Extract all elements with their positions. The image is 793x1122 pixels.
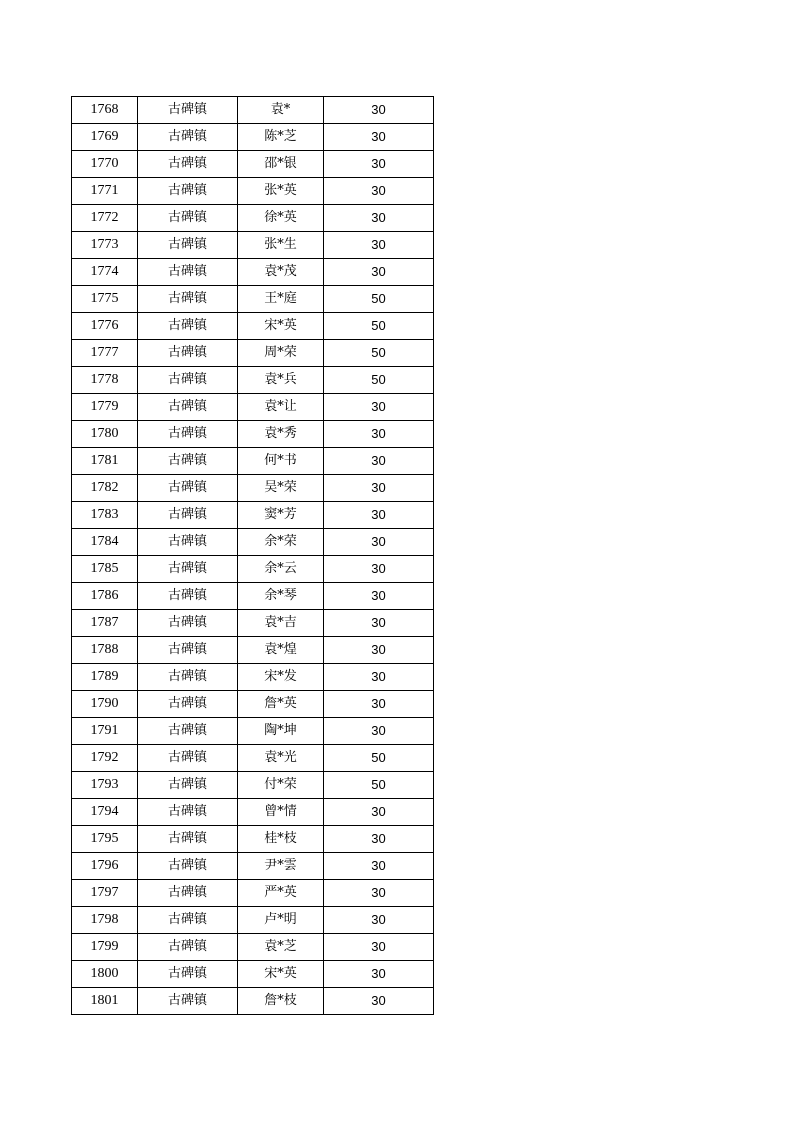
row-number-cell: 1792 (72, 745, 138, 772)
amount-cell: 30 (324, 637, 434, 664)
name-cell: 徐*英 (238, 205, 324, 232)
name-cell: 邵*银 (238, 151, 324, 178)
amount-cell: 30 (324, 880, 434, 907)
town-cell: 古碑镇 (138, 907, 238, 934)
name-cell: 陈*芝 (238, 124, 324, 151)
town-cell: 古碑镇 (138, 286, 238, 313)
amount-cell: 30 (324, 556, 434, 583)
town-cell: 古碑镇 (138, 205, 238, 232)
amount-cell: 30 (324, 394, 434, 421)
table-row (72, 151, 434, 178)
data-table (71, 96, 434, 1015)
amount-cell: 30 (324, 799, 434, 826)
table-row (72, 340, 434, 367)
town-cell: 古碑镇 (138, 502, 238, 529)
name-cell: 詹*枝 (238, 988, 324, 1015)
town-cell: 古碑镇 (138, 124, 238, 151)
town-cell: 古碑镇 (138, 178, 238, 205)
town-cell: 古碑镇 (138, 718, 238, 745)
town-cell: 古碑镇 (138, 745, 238, 772)
town-cell: 古碑镇 (138, 799, 238, 826)
amount-cell: 30 (324, 610, 434, 637)
amount-cell: 50 (324, 745, 434, 772)
amount-cell: 30 (324, 529, 434, 556)
name-cell: 余*荣 (238, 529, 324, 556)
table-row (72, 286, 434, 313)
table-row (72, 232, 434, 259)
town-cell: 古碑镇 (138, 556, 238, 583)
town-cell: 古碑镇 (138, 97, 238, 124)
town-cell: 古碑镇 (138, 664, 238, 691)
row-number-cell: 1782 (72, 475, 138, 502)
amount-cell: 30 (324, 178, 434, 205)
amount-cell: 30 (324, 448, 434, 475)
table-row (72, 259, 434, 286)
table-row (72, 907, 434, 934)
table-row (72, 475, 434, 502)
name-cell: 周*荣 (238, 340, 324, 367)
table-row (72, 529, 434, 556)
row-number-cell: 1778 (72, 367, 138, 394)
name-cell: 袁*茂 (238, 259, 324, 286)
name-cell: 吴*荣 (238, 475, 324, 502)
name-cell: 宋*英 (238, 313, 324, 340)
name-cell: 袁*光 (238, 745, 324, 772)
name-cell: 袁*让 (238, 394, 324, 421)
table-row (72, 367, 434, 394)
town-cell: 古碑镇 (138, 637, 238, 664)
table-row (72, 799, 434, 826)
name-cell: 陶*坤 (238, 718, 324, 745)
town-cell: 古碑镇 (138, 853, 238, 880)
row-number-cell: 1796 (72, 853, 138, 880)
name-cell: 詹*英 (238, 691, 324, 718)
amount-cell: 30 (324, 232, 434, 259)
name-cell: 严*英 (238, 880, 324, 907)
town-cell: 古碑镇 (138, 475, 238, 502)
table-row (72, 610, 434, 637)
table-row (72, 97, 434, 124)
table-row (72, 880, 434, 907)
name-cell: 何*书 (238, 448, 324, 475)
row-number-cell: 1774 (72, 259, 138, 286)
name-cell: 卢*明 (238, 907, 324, 934)
name-cell: 王*庭 (238, 286, 324, 313)
table-row (72, 961, 434, 988)
name-cell: 宋*英 (238, 961, 324, 988)
town-cell: 古碑镇 (138, 421, 238, 448)
town-cell: 古碑镇 (138, 151, 238, 178)
amount-cell: 30 (324, 124, 434, 151)
row-number-cell: 1790 (72, 691, 138, 718)
row-number-cell: 1785 (72, 556, 138, 583)
table-row (72, 745, 434, 772)
town-cell: 古碑镇 (138, 529, 238, 556)
row-number-cell: 1779 (72, 394, 138, 421)
amount-cell: 30 (324, 907, 434, 934)
amount-cell: 30 (324, 718, 434, 745)
table-row (72, 637, 434, 664)
town-cell: 古碑镇 (138, 367, 238, 394)
town-cell: 古碑镇 (138, 232, 238, 259)
row-number-cell: 1793 (72, 772, 138, 799)
table-row (72, 205, 434, 232)
amount-cell: 30 (324, 988, 434, 1015)
table-row (72, 691, 434, 718)
name-cell: 张*英 (238, 178, 324, 205)
amount-cell: 30 (324, 853, 434, 880)
town-cell: 古碑镇 (138, 313, 238, 340)
table-row (72, 988, 434, 1015)
row-number-cell: 1768 (72, 97, 138, 124)
town-cell: 古碑镇 (138, 772, 238, 799)
name-cell: 袁*吉 (238, 610, 324, 637)
row-number-cell: 1777 (72, 340, 138, 367)
amount-cell: 30 (324, 934, 434, 961)
amount-cell: 50 (324, 313, 434, 340)
table-row (72, 772, 434, 799)
table-row (72, 313, 434, 340)
amount-cell: 50 (324, 286, 434, 313)
town-cell: 古碑镇 (138, 988, 238, 1015)
row-number-cell: 1794 (72, 799, 138, 826)
row-number-cell: 1784 (72, 529, 138, 556)
amount-cell: 30 (324, 826, 434, 853)
amount-cell: 50 (324, 367, 434, 394)
town-cell: 古碑镇 (138, 583, 238, 610)
town-cell: 古碑镇 (138, 826, 238, 853)
row-number-cell: 1801 (72, 988, 138, 1015)
town-cell: 古碑镇 (138, 961, 238, 988)
row-number-cell: 1800 (72, 961, 138, 988)
name-cell: 宋*发 (238, 664, 324, 691)
amount-cell: 30 (324, 151, 434, 178)
name-cell: 窦*芳 (238, 502, 324, 529)
row-number-cell: 1781 (72, 448, 138, 475)
amount-cell: 30 (324, 475, 434, 502)
name-cell: 袁*芝 (238, 934, 324, 961)
table-row (72, 178, 434, 205)
name-cell: 付*荣 (238, 772, 324, 799)
row-number-cell: 1795 (72, 826, 138, 853)
row-number-cell: 1770 (72, 151, 138, 178)
amount-cell: 30 (324, 664, 434, 691)
name-cell: 余*琴 (238, 583, 324, 610)
row-number-cell: 1783 (72, 502, 138, 529)
table-row (72, 583, 434, 610)
row-number-cell: 1788 (72, 637, 138, 664)
amount-cell: 30 (324, 691, 434, 718)
name-cell: 曾*情 (238, 799, 324, 826)
town-cell: 古碑镇 (138, 448, 238, 475)
table-row (72, 556, 434, 583)
table-row (72, 934, 434, 961)
row-number-cell: 1775 (72, 286, 138, 313)
row-number-cell: 1787 (72, 610, 138, 637)
row-number-cell: 1771 (72, 178, 138, 205)
name-cell: 袁*兵 (238, 367, 324, 394)
amount-cell: 30 (324, 259, 434, 286)
table-row (72, 853, 434, 880)
amount-cell: 30 (324, 97, 434, 124)
town-cell: 古碑镇 (138, 934, 238, 961)
row-number-cell: 1786 (72, 583, 138, 610)
town-cell: 古碑镇 (138, 394, 238, 421)
row-number-cell: 1780 (72, 421, 138, 448)
row-number-cell: 1769 (72, 124, 138, 151)
row-number-cell: 1799 (72, 934, 138, 961)
town-cell: 古碑镇 (138, 880, 238, 907)
name-cell: 余*云 (238, 556, 324, 583)
row-number-cell: 1772 (72, 205, 138, 232)
table-body (72, 97, 434, 1015)
row-number-cell: 1797 (72, 880, 138, 907)
table-row (72, 718, 434, 745)
table-row (72, 124, 434, 151)
table-row (72, 664, 434, 691)
table-row (72, 502, 434, 529)
table-row (72, 394, 434, 421)
town-cell: 古碑镇 (138, 610, 238, 637)
name-cell: 尹*雲 (238, 853, 324, 880)
town-cell: 古碑镇 (138, 691, 238, 718)
table-row (72, 448, 434, 475)
row-number-cell: 1789 (72, 664, 138, 691)
name-cell: 张*生 (238, 232, 324, 259)
table-row (72, 421, 434, 448)
amount-cell: 50 (324, 772, 434, 799)
town-cell: 古碑镇 (138, 340, 238, 367)
name-cell: 袁*秀 (238, 421, 324, 448)
amount-cell: 30 (324, 961, 434, 988)
row-number-cell: 1776 (72, 313, 138, 340)
town-cell: 古碑镇 (138, 259, 238, 286)
name-cell: 桂*枝 (238, 826, 324, 853)
row-number-cell: 1798 (72, 907, 138, 934)
row-number-cell: 1773 (72, 232, 138, 259)
table-row (72, 826, 434, 853)
amount-cell: 30 (324, 205, 434, 232)
amount-cell: 50 (324, 340, 434, 367)
amount-cell: 30 (324, 583, 434, 610)
amount-cell: 30 (324, 421, 434, 448)
name-cell: 袁*煌 (238, 637, 324, 664)
name-cell: 袁* (238, 97, 324, 124)
amount-cell: 30 (324, 502, 434, 529)
row-number-cell: 1791 (72, 718, 138, 745)
